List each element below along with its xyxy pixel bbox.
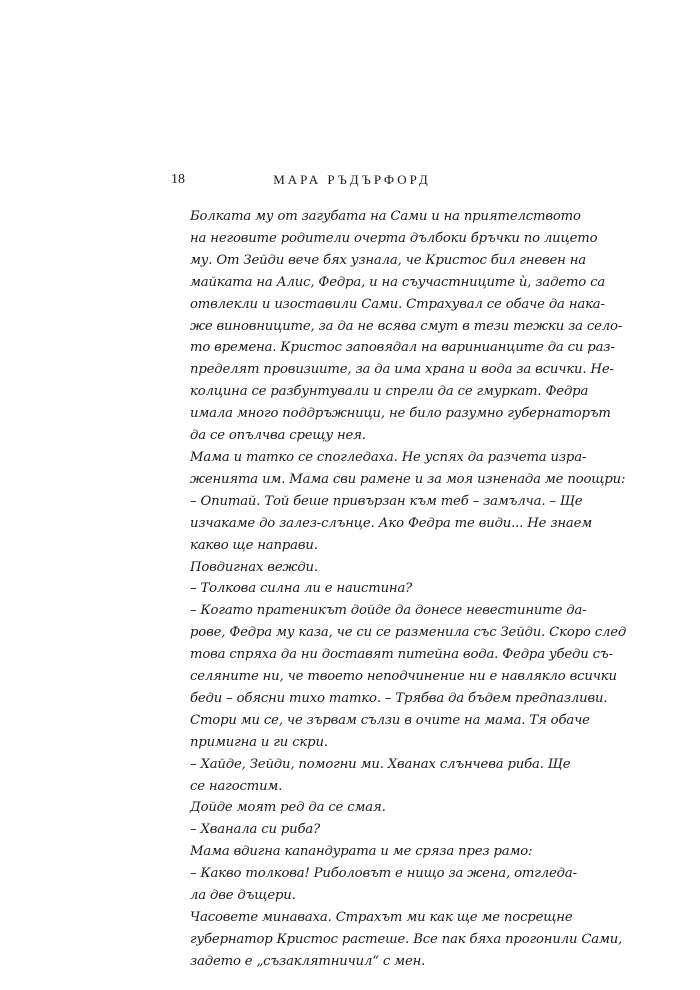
page-header — [171, 172, 533, 192]
paragraph — [171, 841, 533, 863]
text-line: ла две дъщери. — [190, 888, 296, 904]
paragraph — [171, 710, 590, 754]
text-line: – Хванала си риба? — [190, 822, 320, 838]
text-line: – Опитай. Той беше привързан към теб – замълча. – Ще — [190, 493, 583, 509]
paragraph — [171, 557, 533, 579]
text-line: беди – обясни тихо татко. – Трябва да бъдем предпазливи. — [190, 690, 608, 706]
text-line: Повдигнах вежди. — [190, 559, 318, 575]
text-line: селяните ни, че твоето неподчинение ни е навлякло всички — [190, 669, 617, 685]
text-line: – Толкова силна ли е наистина? — [190, 581, 413, 597]
text-line: Дойде моят ред да се смая. — [190, 800, 386, 816]
paragraph — [171, 206, 623, 447]
text-line: на неговите родители очерта дълбоки бръчки по лицето — [190, 230, 598, 246]
text-line: колцина се разбунтували и спрели да се гмуркат. Федра — [190, 384, 589, 400]
text-line: женията им. Мама сви рамене и за моя изненада ме поощри: — [190, 471, 626, 487]
text-line: пределят провизиите, за да има храна и вода за всички. Не- — [190, 362, 614, 378]
paragraph — [171, 863, 577, 907]
text-line: – Хайде, Зейди, помогни ми. Хванах слънчева риба. Ще — [190, 756, 571, 772]
paragraph — [171, 447, 626, 557]
text-line: – Какво толкова! Риболовът е нищо за жена, отгледа- — [190, 866, 577, 882]
running-head: МАРА РЪДЪРФОРД — [273, 172, 431, 187]
text-line: примигна и ги скри. — [190, 734, 328, 750]
paragraph — [171, 819, 533, 841]
paragraph — [171, 754, 571, 798]
paragraph — [171, 797, 533, 819]
text-line: се нагостим. — [190, 778, 283, 794]
text-line: задето е „съзаклятничил“ с мен. — [190, 953, 426, 969]
paragraph — [171, 600, 627, 710]
text-line: то времена. Кристос заповядал на варинианците да си раз- — [190, 340, 615, 356]
text-line: Стори ми се, че зървам сълзи в очите на мама. Тя обаче — [190, 712, 590, 728]
body-text — [171, 206, 627, 973]
text-line: отвлекли и изоставили Сами. Страхувал се обаче да нака- — [190, 296, 605, 312]
text-line: Болката му от загубата на Сами и на приятелството — [190, 209, 581, 224]
text-line: – Когато пратеникът дойде да донесе невестините да- — [190, 603, 587, 619]
text-line: да се опълчва срещу нея. — [190, 428, 366, 444]
text-line: имала много поддръжници, не било разумно губернаторът — [190, 406, 611, 422]
text-line: му. От Зейди вече бях узнала, че Кристос бил гневен на — [190, 252, 586, 268]
text-line: майката на Алис, Федра, и на съучастниците ѝ, задето са — [190, 274, 606, 290]
text-line: изчакаме до залез-слънце. Ако Федра те види... Не знаем — [190, 515, 593, 531]
paragraph — [171, 907, 623, 973]
text-line: какво ще направи. — [190, 537, 318, 553]
text-line: же виновниците, за да не всява смут в тези тежки за село- — [190, 318, 623, 334]
text-line: Мама вдигна капандурата и ме сряза през рамо: — [190, 844, 533, 860]
text-line: Часовете минаваха. Страхът ми как ще ме посрещне — [190, 910, 573, 925]
text-line: рове, Федра му каза, че си се разменила със Зейди. Скоро след — [190, 625, 627, 641]
text-line: Мама и татко се спогледаха. Не успях да разчета изра- — [190, 449, 587, 465]
page-number: 18 — [171, 172, 185, 187]
paragraph — [171, 578, 533, 600]
text-line: това спряха да ни доставят питейна вода. Федра убеди съ- — [190, 647, 613, 663]
text-line: губернатор Кристос растеше. Все пак бяха прогонили Сами, — [190, 931, 623, 947]
